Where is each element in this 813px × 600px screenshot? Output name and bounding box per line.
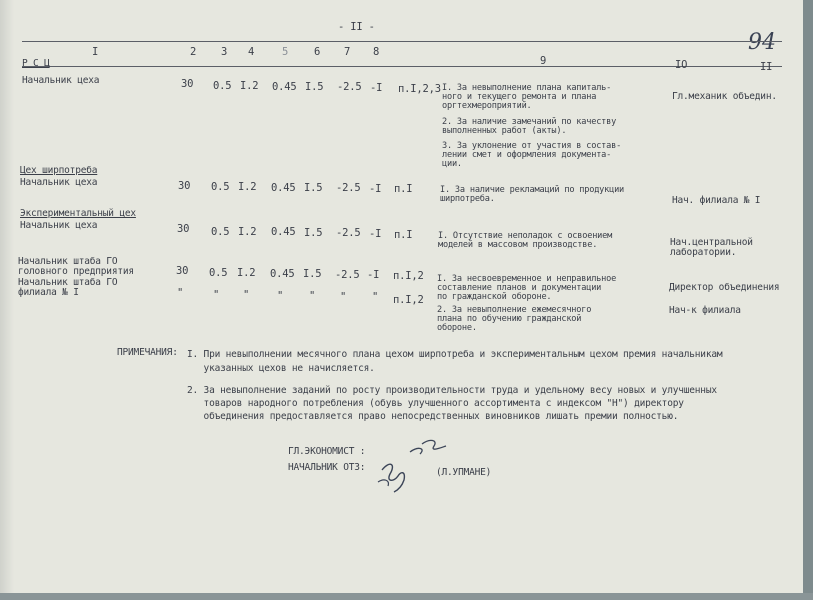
cell-value: " — [243, 289, 250, 301]
row-position: Начальник цеха — [22, 75, 100, 86]
cell-value: 0.45 — [272, 81, 297, 93]
approver-text: Нач.центральной лаборатории. — [670, 237, 753, 258]
condition-text: 2. За невыполнение ежемесячного плана по обучению гражданской обороне. — [437, 305, 592, 333]
cell-value: 0.45 — [271, 182, 296, 194]
condition-text: I. За невыполнение плана капиталь- ного и текущего ремонта и плана оргтехмероприятий. — [442, 83, 612, 111]
cell-value: 0.45 — [271, 226, 296, 238]
condition-text: 3. За уклонение от участия в состав- лении смет и оформления документа- ции. — [442, 141, 622, 169]
binding-shadow — [0, 0, 14, 600]
column-header: 5 — [282, 46, 289, 58]
row-position: Начальник штаба ГО филиала № I — [18, 277, 118, 298]
cell-value: I.5 — [304, 227, 323, 239]
approver-text: Нач. филиала № I — [672, 195, 761, 206]
handwritten-sheet-number: 94 — [748, 30, 776, 55]
cell-value: 0.5 — [211, 181, 230, 193]
column-header: 9 — [540, 55, 547, 67]
cell-value: п.I — [394, 183, 413, 195]
cell-value: I.5 — [304, 182, 323, 194]
scanner-edge-right — [803, 0, 813, 600]
cell-value: I.2 — [238, 181, 257, 193]
header-bottom-rule — [22, 66, 782, 67]
cell-value: 0.5 — [209, 267, 228, 279]
notes-label: ПРИМЕЧАНИЯ: — [117, 347, 178, 358]
column-header: II — [760, 61, 773, 73]
approver-text: Директор объединения — [669, 282, 780, 293]
cell-value: " — [177, 287, 184, 299]
cell-value: п.I — [394, 229, 413, 241]
header-top-rule — [22, 41, 782, 42]
cell-value: -I — [369, 183, 382, 195]
column-header: 8 — [373, 46, 380, 58]
cell-value: 0.5 — [213, 80, 232, 92]
cell-value: 30 — [176, 265, 189, 277]
note-item: 2. За невыполнение заданий по росту производительности труда и удельному весу новых и улучшенных товаров народного потребления (обувь улучшенного ассортимента с индексом "Н") директору объединения предоставляется право непосредственных виновников лишать премии полностью. — [187, 385, 717, 422]
cell-value: -I — [369, 228, 382, 240]
handwritten-signature — [360, 430, 450, 500]
condition-text: I. Отсутствие неполадок с освоением моделей в массовом производстве. — [438, 231, 613, 250]
row-position: Начальник цеха — [20, 177, 98, 188]
cell-value: I.2 — [238, 226, 257, 238]
cell-value: I.2 — [240, 80, 259, 92]
column-header: IO — [675, 59, 688, 71]
cell-value: I.2 — [237, 267, 256, 279]
row-section: Цех ширпотреба — [20, 165, 98, 176]
cell-value: -I — [370, 82, 383, 94]
scanner-edge-bottom — [0, 593, 813, 600]
cell-value: -2.5 — [336, 227, 361, 239]
condition-text: I. За наличие рекламаций по продукции ширпотреба. — [440, 185, 625, 204]
approver-text: Нач-к филиала — [669, 305, 741, 316]
row-position: Начальник цеха — [20, 220, 98, 231]
economist-label: ГЛ.ЭКОНОМИСТ : — [288, 446, 366, 457]
note-item: I. При невыполнении месячного плана цехом ширпотреба и экспериментальным цехом премия начальникам указанных цехов не начисляется. — [187, 349, 723, 374]
row-section: Экспериментальный цех — [20, 208, 136, 219]
cell-value: п.I,2,3 — [398, 83, 441, 95]
column-header: I — [92, 46, 99, 58]
approver-text: Гл.механик объедин. — [672, 91, 777, 102]
column-header: 6 — [314, 46, 321, 58]
cell-value: " — [372, 291, 379, 303]
cell-value: 30 — [181, 78, 194, 90]
cell-value: 30 — [178, 180, 191, 192]
head-name: (Л.УПМАНЕ) — [436, 467, 492, 478]
head-label: НАЧАЛЬНИК ОТЗ: — [288, 462, 366, 473]
column-header: 4 — [248, 46, 255, 58]
cell-value: п.I,2 — [393, 294, 424, 306]
cell-value: " — [340, 291, 347, 303]
condition-text: I. За несвоевременное и неправильное составление планов и документации по гражданской обороне. — [437, 274, 617, 302]
cell-value: п.I,2 — [393, 270, 424, 282]
page-number: - II - — [338, 21, 375, 33]
cell-value: -2.5 — [337, 81, 362, 93]
column-header: 7 — [344, 46, 351, 58]
condition-text: 2. За наличие замечаний по качеству выполненных работ (акты). — [442, 117, 617, 136]
cell-value: " — [309, 290, 316, 302]
row-section: Р С Ц — [22, 58, 50, 69]
column-header: 2 — [190, 46, 197, 58]
cell-value: -2.5 — [336, 182, 361, 194]
column-header: 3 — [221, 46, 228, 58]
cell-value: 0.5 — [211, 226, 230, 238]
cell-value: I.5 — [303, 268, 322, 280]
cell-value: -2.5 — [335, 269, 360, 281]
cell-value: -I — [367, 269, 380, 281]
cell-value: " — [277, 290, 284, 302]
cell-value: 30 — [177, 223, 190, 235]
cell-value: " — [213, 289, 220, 301]
row-position: Начальник штаба ГО головного предприятия — [18, 256, 134, 277]
cell-value: I.5 — [305, 81, 324, 93]
cell-value: 0.45 — [270, 268, 295, 280]
